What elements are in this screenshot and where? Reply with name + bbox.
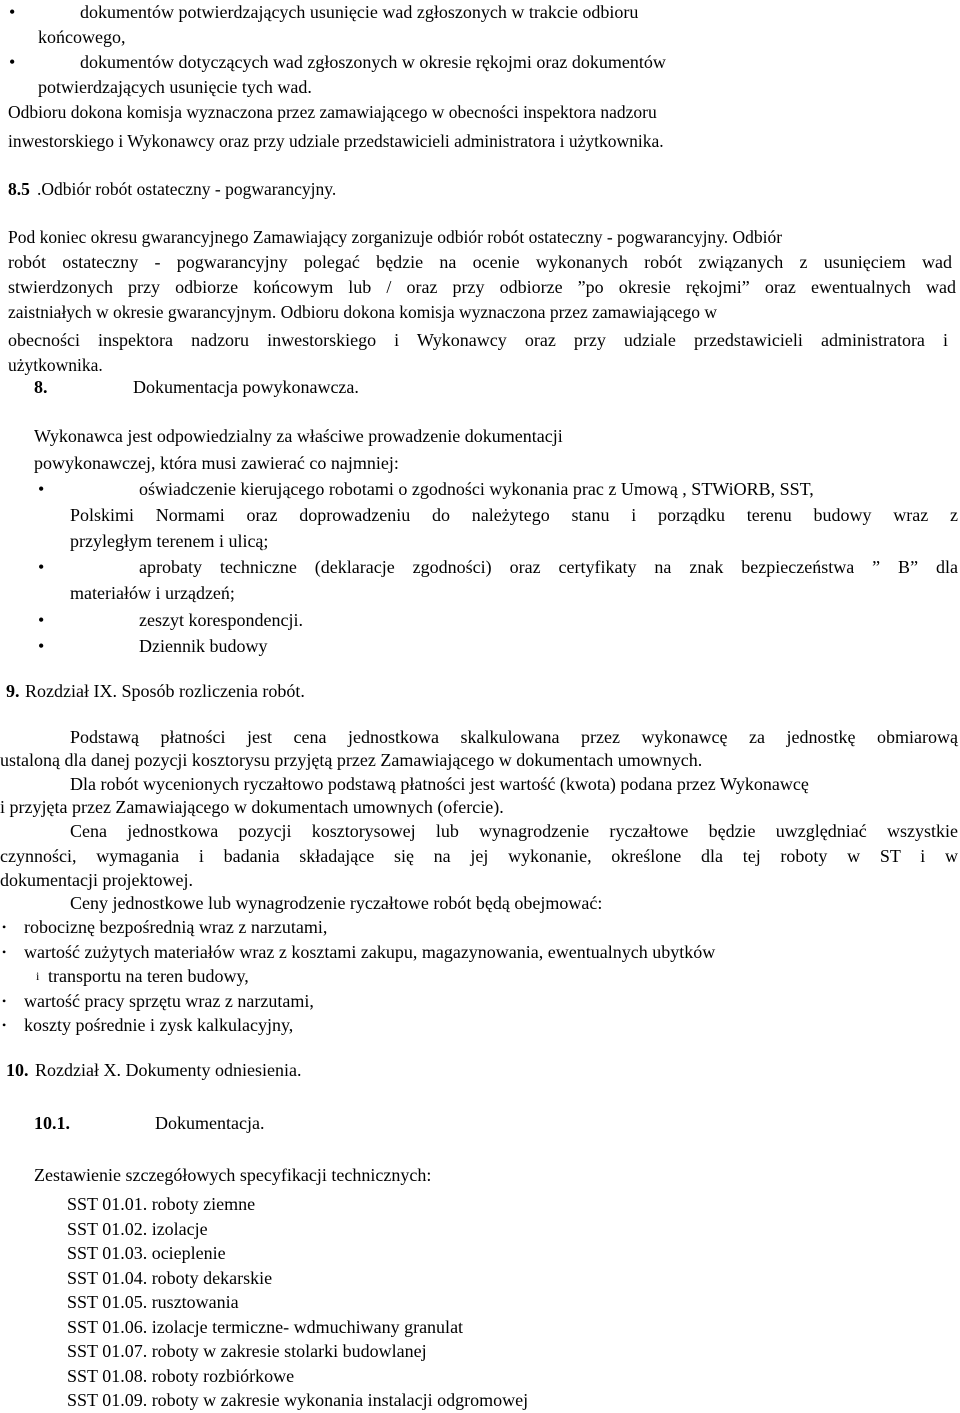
paragraph-line: Ceny jednostkowe lub wynagrodzenie ryczałtowe robót będą obejmować: bbox=[70, 893, 603, 913]
sst-item: SST 01.09. roboty w zakresie wykonania instalacji odgromowej bbox=[67, 1390, 529, 1410]
section-title: Rozdział IX. Sposób rozliczenia robót. bbox=[25, 681, 305, 701]
paragraph-line: obecności inspektora nadzoru inwestorskiego i Wykonawcy oraz przy udziale przedstawicieli administratora i bbox=[8, 330, 948, 350]
paragraph-line: użytkownika. bbox=[8, 355, 103, 375]
intro-line: końcowego, bbox=[38, 27, 126, 47]
paragraph-line: Wykonawca jest odpowiedzialny za właściwe prowadzenie dokumentacji bbox=[34, 426, 563, 446]
bullet-dot: • bbox=[2, 1018, 7, 1032]
bullet-dot: • bbox=[38, 610, 45, 630]
list-item: materiałów i urządzeń; bbox=[70, 583, 235, 603]
bullet-dot: • bbox=[38, 479, 45, 499]
bullet-dot: • bbox=[2, 920, 7, 934]
list-item: aprobaty techniczne (deklaracje zgodności) oraz certyfikaty na znak bezpieczeństwa ” B” dla bbox=[139, 557, 958, 577]
paragraph-line: Podstawą płatności jest cena jednostkowa skalkulowana przez wykonawcę za jednostkę obmiarową bbox=[70, 727, 958, 747]
sst-item: SST 01.04. roboty dekarskie bbox=[67, 1268, 273, 1288]
sst-item: SST 01.02. izolacje bbox=[67, 1219, 208, 1239]
list-item: wartość pracy sprzętu wraz z narzutami, bbox=[24, 991, 314, 1011]
intro-line: potwierdzających usunięcie tych wad. bbox=[38, 77, 312, 97]
list-item: Dziennik budowy bbox=[139, 636, 268, 656]
sst-item: SST 01.01. roboty ziemne bbox=[67, 1194, 256, 1214]
sst-item: SST 01.07. roboty w zakresie stolarki budowlanej bbox=[67, 1341, 427, 1361]
intro-line: Odbioru dokona komisja wyznaczona przez zamawiającego w obecności inspektora nadzoru bbox=[8, 102, 657, 122]
sst-item: SST 01.06. izolacje termiczne- wdmuchiwany granulat bbox=[67, 1317, 464, 1337]
list-item: oświadczenie kierującego robotami o zgodności wykonania prac z Umową , STWiORB, SST, bbox=[139, 479, 814, 499]
bullet-dot: • bbox=[38, 636, 45, 656]
sst-item: SST 01.03. ocieplenie bbox=[67, 1243, 226, 1263]
paragraph-line: robót ostateczny - pogwarancyjny polegać będzie na ocenie wykonanych robót związanych z usunięciem wad bbox=[8, 252, 952, 272]
paragraph-line: czynności, wymagania i badania składające się na jej wykonanie, określone dla tej roboty w ST i w bbox=[0, 846, 958, 866]
paragraph-line: i przyjęta przez Zamawiającego w dokumentach umownych (ofercie). bbox=[0, 797, 504, 817]
list-item: koszty pośrednie i zysk kalkulacyjny, bbox=[24, 1015, 294, 1035]
paragraph-line: ustaloną dla danej pozycji kosztorysu przyjętą przez Zamawiającego w dokumentach umownych. bbox=[0, 750, 703, 770]
bullet-dot: • bbox=[2, 994, 7, 1008]
section-title: .Odbiór robót ostateczny - pogwarancyjny. bbox=[37, 179, 337, 199]
list-item: robociznę bezpośrednią wraz z narzutami, bbox=[24, 917, 328, 937]
paragraph-line: Dla robót wycenionych ryczałtowo podstawą płatności jest wartość (kwota) podana przez Wykonawcę bbox=[70, 774, 809, 794]
intro-line: inwestorskiego i Wykonawcy oraz przy udziale przedstawicieli administratora i użytkownika. bbox=[8, 131, 664, 151]
section-number: 8.5 bbox=[8, 179, 30, 199]
section-number: 9. bbox=[6, 681, 20, 701]
section-title: Dokumentacja powykonawcza. bbox=[133, 377, 359, 397]
list-item: transportu na teren budowy, bbox=[48, 966, 249, 986]
section-number: 10. bbox=[6, 1060, 29, 1080]
paragraph-line: powykonawczej, która musi zawierać co najmniej: bbox=[34, 453, 399, 473]
paragraph-line: Cena jednostkowa pozycji kosztorysowej lub wynagrodzenie ryczałtowe będzie uwzględniać wszystkie bbox=[70, 821, 958, 841]
paragraph-line: zaistniałych w okresie gwarancyjnym. Odbioru dokona komisja wyznaczona przez zamawiającego w bbox=[8, 302, 717, 322]
section-title: Rozdział X. Dokumenty odniesienia. bbox=[35, 1060, 302, 1080]
list-item: wartość zużytych materiałów wraz z kosztami zakupu, magazynowania, ewentualnych ubytków bbox=[24, 942, 716, 962]
subsection-title: Dokumentacja. bbox=[155, 1113, 265, 1133]
subsection-number: 10.1. bbox=[34, 1113, 70, 1133]
bullet-dot: • bbox=[2, 945, 7, 959]
sst-item: SST 01.08. roboty rozbiórkowe bbox=[67, 1366, 295, 1386]
intro-line: dokumentów potwierdzających usunięcie wad zgłoszonych w trakcie odbioru bbox=[80, 2, 639, 22]
paragraph-line: Pod koniec okresu gwarancyjnego Zamawiający zorganizuje odbiór robót ostateczny - pogwarancyjny. Odbiór bbox=[8, 227, 783, 247]
list-item: przyległym terenem i ulicą; bbox=[70, 531, 269, 551]
paragraph-line: stwierdzonych przy odbiorze końcowym lub / oraz przy odbiorze ”po okresie rękojmi” oraz ewentualnych wad bbox=[8, 277, 956, 297]
list-item-marker: i bbox=[36, 969, 40, 983]
bullet-dot: • bbox=[9, 52, 16, 72]
section-number: 8. bbox=[34, 377, 48, 397]
bullet-dot: • bbox=[9, 2, 16, 22]
bullet-dot: • bbox=[38, 557, 45, 577]
paragraph-line: Zestawienie szczegółowych specyfikacji technicznych: bbox=[34, 1165, 432, 1185]
sst-item: SST 01.05. rusztowania bbox=[67, 1292, 239, 1312]
paragraph-line: dokumentacji projektowej. bbox=[0, 870, 193, 890]
list-item: zeszyt korespondencji. bbox=[139, 610, 303, 630]
list-item: Polskimi Normami oraz doprowadzeniu do należytego stanu i porządku terenu budowy wraz z bbox=[70, 505, 958, 525]
intro-line: dokumentów dotyczących wad zgłoszonych w okresie rękojmi oraz dokumentów bbox=[80, 52, 666, 72]
